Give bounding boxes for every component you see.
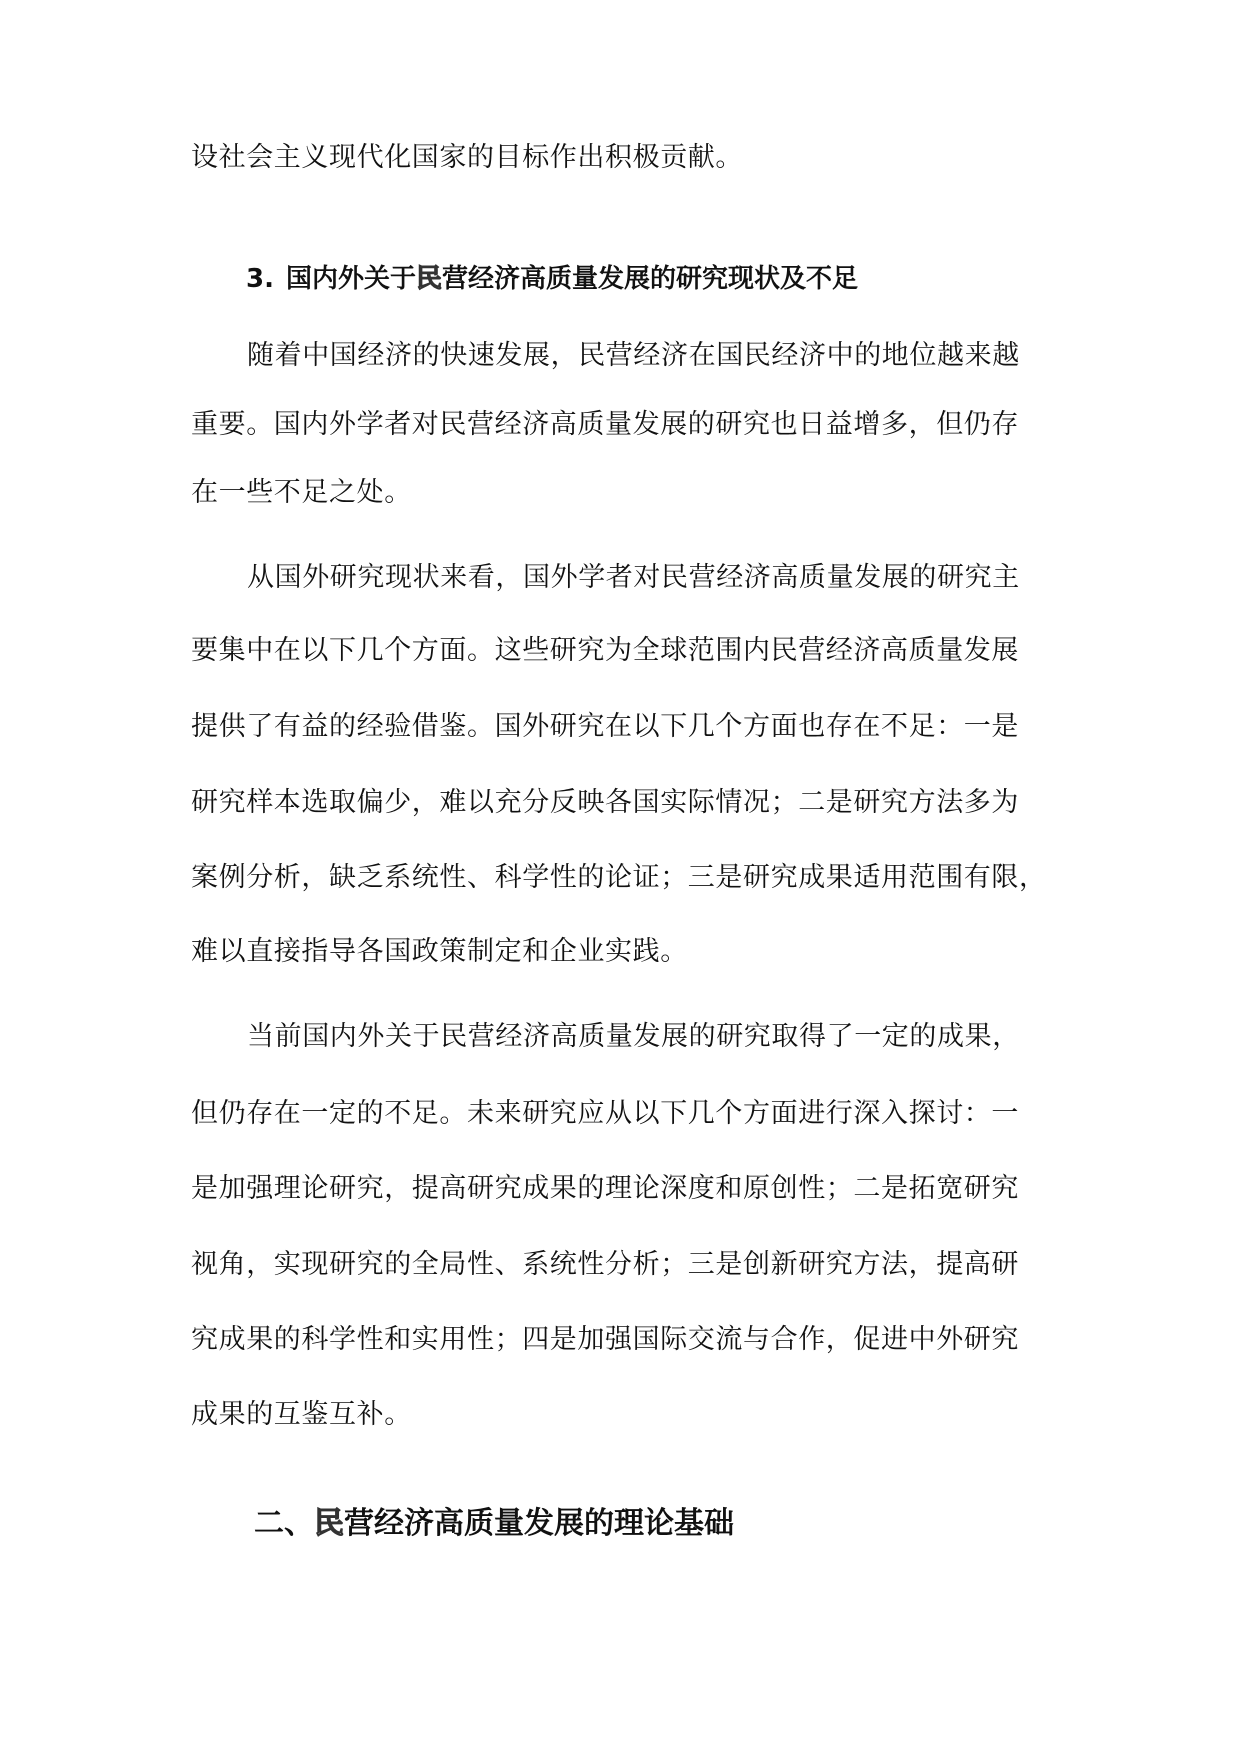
section-number: 3. [246, 264, 274, 294]
paragraph2-line: 研究样本选取偏少，难以充分反映各国实际情况；二是研究方法多为 [191, 787, 1019, 818]
section-heading-3 [246, 261, 858, 297]
paragraph1-line: 在一些不足之处。 [191, 477, 412, 508]
paragraph3-line: 成果的互鉴互补。 [191, 1399, 412, 1430]
paragraph2-line: 案例分析，缺乏系统性、科学性的论证；三是研究成果适用范围有限， [191, 862, 1047, 893]
paragraph2-line: 提供了有益的经验借鉴。国外研究在以下几个方面也存在不足：一是 [191, 711, 1019, 742]
paragraph1-line: 重要。国内外学者对民营经济高质量发展的研究也日益增多，但仍存 [191, 409, 1019, 440]
paragraph3-line: 但仍存在一定的不足。未来研究应从以下几个方面进行深入探讨：一 [191, 1098, 1019, 1129]
chapter-title-after: 营经济高质量发展的理论基础 [344, 1506, 734, 1541]
chapter-title-first-char: 民 [314, 1506, 344, 1541]
paragraph2-line: 难以直接指导各国政策制定和企业实践。 [191, 936, 688, 967]
paragraph3-line: 当前国内外关于民营经济高质量发展的研究取得了一定的成果， [247, 1021, 1020, 1052]
chapter-heading-2 [254, 1504, 734, 1544]
section-title-first-char: 民 [415, 264, 442, 294]
section-title-after: 营经济高质量发展的研究现状及不足 [442, 264, 859, 294]
section-title-before: 国内外关于 [285, 264, 416, 294]
paragraph3-line: 是加强理论研究，提高研究成果的理论深度和原创性；二是拓宽研究 [191, 1173, 1019, 1204]
intro-line: 设社会主义现代化国家的目标作出积极贡献。 [191, 142, 743, 173]
paragraph2-line: 要集中在以下几个方面。这些研究为全球范围内民营经济高质量发展 [191, 635, 1019, 666]
chapter-prefix: 二、 [254, 1506, 314, 1541]
paragraph3-line: 究成果的科学性和实用性；四是加强国际交流与合作，促进中外研究 [191, 1324, 1019, 1355]
paragraph3-line: 视角，实现研究的全局性、系统性分析；三是创新研究方法，提高研 [191, 1249, 1019, 1280]
paragraph1-line: 随着中国经济的快速发展，民营经济在国民经济中的地位越来越 [247, 340, 1020, 371]
paragraph2-line: 从国外研究现状来看，国外学者对民营经济高质量发展的研究主 [247, 562, 1020, 593]
